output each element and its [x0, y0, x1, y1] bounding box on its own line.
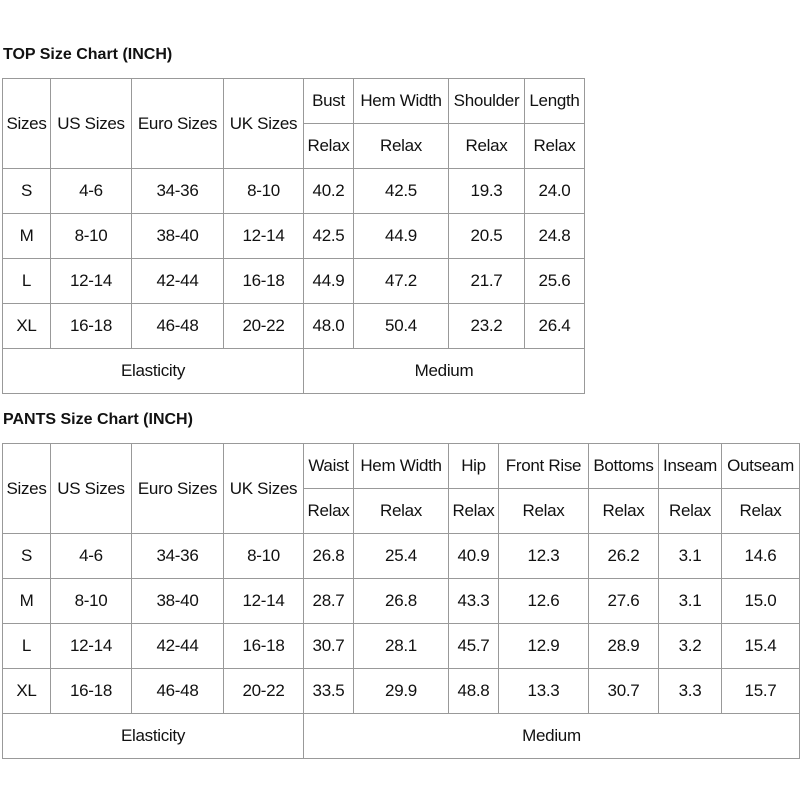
table-cell: 23.2 — [449, 304, 525, 349]
table-cell: 40.9 — [449, 534, 499, 579]
table-cell: 15.7 — [722, 669, 800, 714]
top-size-chart-title: TOP Size Chart (INCH) — [3, 46, 173, 63]
table-cell: 50.4 — [354, 304, 449, 349]
top-size-chart-table — [2, 78, 585, 394]
table-cell: 15.0 — [722, 579, 800, 624]
table-cell: 26.8 — [304, 534, 354, 579]
header-inseam: Inseam — [659, 444, 722, 489]
table-cell: 34-36 — [132, 169, 224, 214]
table-cell: 44.9 — [304, 259, 354, 304]
table-cell: 34-36 — [132, 534, 224, 579]
table-cell: 25.6 — [525, 259, 585, 304]
table-cell: 8-10 — [51, 214, 132, 259]
fit-label: Relax — [304, 489, 354, 534]
table-cell: 45.7 — [449, 624, 499, 669]
table-cell: 16-18 — [224, 259, 304, 304]
elasticity-label: Elasticity — [3, 714, 304, 759]
table-cell: 16-18 — [51, 669, 132, 714]
fit-label: Relax — [354, 124, 449, 169]
table-cell: 30.7 — [589, 669, 659, 714]
table-cell: 43.3 — [449, 579, 499, 624]
table-cell: S — [3, 169, 51, 214]
table-cell: 16-18 — [51, 304, 132, 349]
table-cell: 38-40 — [132, 579, 224, 624]
header-euro-sizes: Euro Sizes — [132, 444, 224, 534]
table-cell: L — [3, 624, 51, 669]
header-waist: Waist — [304, 444, 354, 489]
table-cell: 20-22 — [224, 304, 304, 349]
table-cell: XL — [3, 669, 51, 714]
table-cell: 38-40 — [132, 214, 224, 259]
table-row — [3, 259, 585, 304]
table-cell: XL — [3, 304, 51, 349]
table-cell: 3.1 — [659, 534, 722, 579]
table-row — [3, 214, 585, 259]
pants-size-chart-title: PANTS Size Chart (INCH) — [3, 411, 193, 428]
table-cell: 46-48 — [132, 304, 224, 349]
table-cell: 8-10 — [224, 534, 304, 579]
fit-label: Relax — [499, 489, 589, 534]
table-cell: 26.2 — [589, 534, 659, 579]
header-length: Length — [525, 79, 585, 124]
header-bust: Bust — [304, 79, 354, 124]
table-row — [3, 304, 585, 349]
elasticity-value: Medium — [304, 714, 800, 759]
table-cell: M — [3, 214, 51, 259]
table-cell: 42.5 — [304, 214, 354, 259]
table-cell: 40.2 — [304, 169, 354, 214]
table-cell: 8-10 — [224, 169, 304, 214]
header-bottoms: Bottoms — [589, 444, 659, 489]
table-cell: 28.7 — [304, 579, 354, 624]
table-cell: 21.7 — [449, 259, 525, 304]
table-cell: 4-6 — [51, 169, 132, 214]
table-cell: M — [3, 579, 51, 624]
table-cell: 19.3 — [449, 169, 525, 214]
table-cell: 29.9 — [354, 669, 449, 714]
table-cell: 15.4 — [722, 624, 800, 669]
header-outseam: Outseam — [722, 444, 800, 489]
header-uk-sizes: UK Sizes — [224, 444, 304, 534]
header-shoulder: Shoulder — [449, 79, 525, 124]
elasticity-value: Medium — [304, 349, 585, 394]
header-hem-width: Hem Width — [354, 444, 449, 489]
table-row — [3, 624, 800, 669]
table-cell: 3.1 — [659, 579, 722, 624]
table-cell: 30.7 — [304, 624, 354, 669]
table-cell: 28.1 — [354, 624, 449, 669]
fit-label: Relax — [304, 124, 354, 169]
table-cell: 27.6 — [589, 579, 659, 624]
header-sizes: Sizes — [3, 444, 51, 534]
table-cell: 42.5 — [354, 169, 449, 214]
table-cell: 20-22 — [224, 669, 304, 714]
table-cell: 8-10 — [51, 579, 132, 624]
table-header-row — [3, 444, 800, 489]
table-cell: 24.8 — [525, 214, 585, 259]
table-cell: 20.5 — [449, 214, 525, 259]
table-cell: 42-44 — [132, 259, 224, 304]
table-cell: 3.2 — [659, 624, 722, 669]
table-cell: 48.8 — [449, 669, 499, 714]
header-front-rise: Front Rise — [499, 444, 589, 489]
table-row — [3, 169, 585, 214]
table-cell: 26.4 — [525, 304, 585, 349]
table-cell: 12.3 — [499, 534, 589, 579]
table-cell: 12-14 — [51, 624, 132, 669]
table-cell: 3.3 — [659, 669, 722, 714]
table-cell: 25.4 — [354, 534, 449, 579]
table-cell: 16-18 — [224, 624, 304, 669]
elasticity-label: Elasticity — [3, 349, 304, 394]
table-cell: 12-14 — [51, 259, 132, 304]
table-cell: 47.2 — [354, 259, 449, 304]
table-cell: 12.6 — [499, 579, 589, 624]
table-footer-row — [3, 349, 585, 394]
header-sizes: Sizes — [3, 79, 51, 169]
table-cell: 24.0 — [525, 169, 585, 214]
fit-label: Relax — [449, 124, 525, 169]
header-us-sizes: US Sizes — [51, 79, 132, 169]
table-cell: 14.6 — [722, 534, 800, 579]
table-cell: 4-6 — [51, 534, 132, 579]
table-cell: 33.5 — [304, 669, 354, 714]
header-euro-sizes: Euro Sizes — [132, 79, 224, 169]
table-cell: 44.9 — [354, 214, 449, 259]
header-hem-width: Hem Width — [354, 79, 449, 124]
table-cell: 12-14 — [224, 579, 304, 624]
header-uk-sizes: UK Sizes — [224, 79, 304, 169]
table-cell: 48.0 — [304, 304, 354, 349]
table-row — [3, 579, 800, 624]
table-header-row — [3, 79, 585, 124]
fit-label: Relax — [449, 489, 499, 534]
pants-size-chart-table — [2, 443, 800, 759]
table-cell: 13.3 — [499, 669, 589, 714]
fit-label: Relax — [589, 489, 659, 534]
table-cell: 12-14 — [224, 214, 304, 259]
table-cell: 42-44 — [132, 624, 224, 669]
table-cell: S — [3, 534, 51, 579]
fit-label: Relax — [354, 489, 449, 534]
fit-label: Relax — [722, 489, 800, 534]
table-cell: 28.9 — [589, 624, 659, 669]
table-row — [3, 534, 800, 579]
table-cell: 46-48 — [132, 669, 224, 714]
table-footer-row — [3, 714, 800, 759]
fit-label: Relax — [659, 489, 722, 534]
table-cell: 26.8 — [354, 579, 449, 624]
table-cell: 12.9 — [499, 624, 589, 669]
fit-label: Relax — [525, 124, 585, 169]
table-row — [3, 669, 800, 714]
table-cell: L — [3, 259, 51, 304]
header-us-sizes: US Sizes — [51, 444, 132, 534]
header-hip: Hip — [449, 444, 499, 489]
